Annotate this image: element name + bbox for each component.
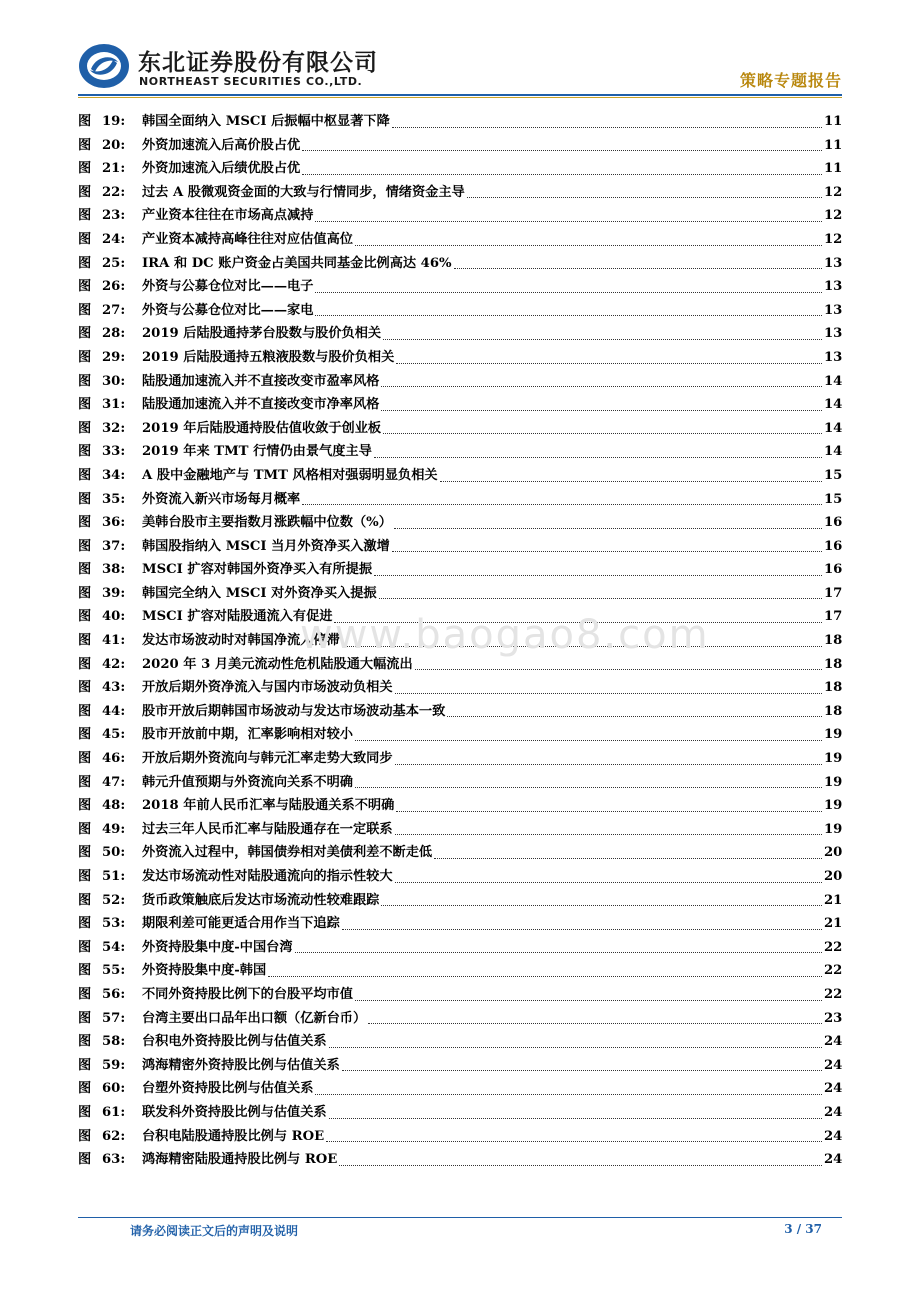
figure-title[interactable]: 韩国全面纳入 MSCI 后振幅中枢显著下降 — [142, 114, 390, 129]
figure-page-number[interactable]: 14 — [824, 397, 843, 413]
figure-number: 29: — [102, 349, 126, 365]
figure-page-number[interactable]: 14 — [824, 444, 843, 460]
header-divider-accent — [78, 97, 842, 98]
toc-entry[interactable] — [78, 558, 842, 582]
toc-entry[interactable] — [78, 511, 842, 535]
figure-page-number[interactable]: 15 — [824, 467, 843, 483]
toc-entry[interactable] — [78, 535, 842, 559]
company-name-en: NORTHEAST SECURITIES CO.,LTD. — [139, 75, 363, 88]
figure-page-number[interactable]: 14 — [824, 420, 843, 436]
figure-label: 图 — [78, 538, 92, 554]
figure-page-number[interactable]: 20 — [824, 869, 843, 884]
figure-title[interactable]: 外资加速流入后高价股占优 — [142, 137, 301, 153]
figure-label: 图 — [78, 255, 92, 271]
figure-title[interactable]: 2020 年 3 月美元流动性危机陆股通大幅流出 — [142, 656, 413, 672]
figure-page-number[interactable]: 19 — [824, 798, 843, 814]
figure-title[interactable]: 外资持股集中度-中国台湾 — [142, 939, 293, 955]
toc-entry[interactable] — [78, 889, 842, 913]
toc-entry[interactable] — [78, 865, 842, 889]
leader-dots — [381, 409, 822, 411]
watermark: www.baogao8.com — [300, 612, 710, 658]
figure-number: 28: — [102, 326, 126, 342]
figure-page-number[interactable]: 11 — [824, 161, 843, 177]
figure-number: 35: — [102, 491, 126, 507]
leader-dots — [447, 715, 822, 717]
figure-page-number[interactable]: 20 — [824, 845, 843, 861]
figure-page-number[interactable]: 22 — [824, 986, 843, 1002]
figure-label: 图 — [78, 1034, 92, 1050]
figure-title[interactable]: 2018 年前人民币汇率与陆股通关系不明确 — [142, 798, 395, 814]
toc-entry[interactable] — [78, 440, 842, 464]
figure-page-number[interactable]: 16 — [824, 538, 843, 554]
figure-page-number[interactable]: 13 — [824, 302, 843, 318]
figure-label: 图 — [78, 703, 92, 719]
figure-page-number[interactable]: 19 — [824, 821, 843, 837]
figure-number: 37: — [102, 538, 126, 554]
figure-title[interactable]: 开放后期外资净流入与国内市场波动负相关 — [142, 680, 393, 696]
toc-entry[interactable] — [78, 818, 842, 842]
figure-page-number[interactable]: 24 — [824, 1034, 843, 1050]
leader-dots — [395, 881, 822, 883]
figure-label: 图 — [78, 798, 92, 814]
figure-title[interactable]: 外资与公募仓位对比——家电 — [142, 302, 314, 318]
figure-label: 图 — [78, 397, 92, 413]
figure-title[interactable]: 外资与公募仓位对比——电子 — [142, 279, 314, 295]
toc-entry[interactable] — [78, 912, 842, 936]
figure-number: 39: — [102, 585, 126, 601]
leader-dots — [395, 763, 822, 765]
toc-entry[interactable] — [78, 582, 842, 606]
figure-number: 33: — [102, 444, 126, 460]
figure-title[interactable]: 不同外资持股比例下的台股平均市值 — [142, 986, 353, 1002]
leader-dots — [326, 1140, 822, 1142]
figure-label: 图 — [78, 562, 92, 578]
toc-entry[interactable] — [78, 700, 842, 724]
figure-label: 图 — [78, 302, 92, 318]
figure-label: 图 — [78, 916, 92, 932]
toc-entry[interactable] — [78, 204, 842, 228]
figure-number: 24: — [102, 231, 126, 247]
figure-label: 图 — [78, 208, 92, 224]
figure-number: 54: — [102, 939, 126, 955]
figure-title[interactable]: 2019 年来 TMT 行情仍由景气度主导 — [142, 444, 372, 460]
figure-label: 图 — [78, 680, 92, 696]
leader-dots — [467, 196, 822, 198]
figure-page-number[interactable]: 21 — [824, 892, 843, 908]
leader-dots — [454, 267, 822, 269]
toc-entry[interactable] — [78, 275, 842, 299]
figure-number: 46: — [102, 751, 126, 767]
toc-entry[interactable] — [78, 1007, 842, 1031]
figure-title[interactable]: 联发科外资持股比例与估值关系 — [142, 1104, 327, 1120]
figure-label: 图 — [78, 845, 92, 861]
leader-dots — [302, 173, 822, 175]
figure-page-number[interactable]: 24 — [824, 1081, 843, 1097]
figure-title[interactable]: 发达市场流动性对陆股通流向的指示性较大 — [142, 869, 393, 884]
figure-page-number[interactable]: 17 — [824, 609, 843, 625]
leader-dots — [302, 149, 822, 151]
figure-number: 45: — [102, 727, 126, 743]
leader-dots — [329, 1117, 822, 1119]
figure-label: 图 — [78, 986, 92, 1002]
toc-entry[interactable] — [78, 1030, 842, 1054]
figure-label: 图 — [78, 633, 92, 649]
figure-label: 图 — [78, 231, 92, 247]
toc-entry[interactable] — [78, 1125, 842, 1149]
toc-entry[interactable] — [78, 322, 842, 346]
figure-page-number[interactable]: 12 — [824, 208, 843, 224]
leader-dots — [342, 1069, 822, 1071]
figure-title[interactable]: 韩国完全纳入 MSCI 对外资净买入提振 — [142, 585, 377, 601]
figure-title[interactable]: 2019 年后陆股通持股估值收敛于创业板 — [142, 420, 382, 436]
figure-label: 图 — [78, 137, 92, 153]
figure-number: 56: — [102, 986, 126, 1002]
figure-page-number[interactable]: 13 — [824, 279, 843, 295]
leader-dots — [339, 1164, 822, 1166]
footer-divider — [78, 1217, 842, 1218]
figure-number: 19: — [102, 114, 126, 129]
figure-label: 图 — [78, 161, 92, 177]
toc-entry[interactable] — [78, 959, 842, 983]
figure-label: 图 — [78, 821, 92, 837]
figure-title[interactable]: MSCI 扩容对陆股通流入有促进 — [142, 609, 333, 625]
figure-title[interactable]: 2019 后陆股通持五粮液股数与股价负相关 — [142, 349, 395, 365]
footer-disclaimer: 请务必阅读正文后的声明及说明 — [130, 1224, 299, 1238]
figure-number: 44: — [102, 703, 126, 719]
figure-title[interactable]: 陆股通加速流入并不直接改变市净率风格 — [142, 397, 380, 413]
figure-page-number[interactable]: 12 — [824, 231, 843, 247]
leader-dots — [440, 480, 822, 482]
figure-title[interactable]: 产业资本往往在市场高点减持 — [142, 208, 314, 224]
leader-dots — [415, 668, 822, 670]
figure-label: 图 — [78, 1010, 92, 1026]
toc-entry[interactable] — [78, 393, 842, 417]
header-divider — [78, 94, 842, 96]
figure-page-number[interactable]: 13 — [824, 349, 843, 365]
figure-label: 图 — [78, 515, 92, 531]
leader-dots — [315, 291, 822, 293]
leader-dots — [434, 857, 822, 859]
figure-title[interactable]: IRA 和 DC 账户资金占美国共同基金比例高达 46% — [142, 255, 452, 271]
toc-entry[interactable] — [78, 417, 842, 441]
leader-dots — [381, 385, 822, 387]
figure-number: 47: — [102, 774, 126, 790]
figure-number: 36: — [102, 515, 126, 531]
company-logo-icon — [78, 42, 130, 90]
figure-page-number[interactable]: 12 — [824, 184, 843, 200]
figure-page-number[interactable]: 16 — [824, 562, 843, 578]
figure-title[interactable]: 开放后期外资流向与韩元汇率走势大致同步 — [142, 751, 393, 767]
figure-label: 图 — [78, 751, 92, 767]
figure-number: 60: — [102, 1081, 126, 1097]
figure-page-number[interactable]: 13 — [824, 326, 843, 342]
figure-number: 38: — [102, 562, 126, 578]
figure-number: 22: — [102, 184, 126, 200]
toc-entry[interactable] — [78, 464, 842, 488]
leader-dots — [395, 692, 822, 694]
leader-dots — [315, 314, 822, 316]
toc-entry[interactable] — [78, 1077, 842, 1101]
leader-dots — [396, 362, 822, 364]
figure-label: 图 — [78, 349, 92, 365]
figure-number: 30: — [102, 373, 126, 389]
figure-number: 31: — [102, 397, 126, 413]
toc-entry[interactable] — [78, 110, 842, 134]
figure-number: 52: — [102, 892, 126, 908]
figure-page-number[interactable]: 18 — [824, 633, 843, 649]
figure-page-number[interactable]: 24 — [824, 1152, 843, 1168]
figure-page-number[interactable]: 24 — [824, 1057, 843, 1073]
figure-title[interactable]: 货币政策触底后发达市场流动性较难跟踪 — [142, 892, 380, 908]
figure-label: 图 — [78, 1128, 92, 1144]
figure-label: 图 — [78, 585, 92, 601]
figure-number: 23: — [102, 208, 126, 224]
toc-entry[interactable] — [78, 181, 842, 205]
figure-label: 图 — [78, 727, 92, 743]
figure-label: 图 — [78, 774, 92, 790]
figure-label: 图 — [78, 963, 92, 979]
leader-dots — [355, 244, 822, 246]
figure-title[interactable]: 外资流入新兴市场每月概率 — [142, 491, 301, 507]
figure-label: 图 — [78, 491, 92, 507]
toc-entry[interactable] — [78, 134, 842, 158]
figure-label: 图 — [78, 184, 92, 200]
leader-dots — [315, 220, 822, 222]
leader-dots — [396, 810, 822, 812]
company-name-cn: 东北证券股份有限公司 — [138, 50, 378, 76]
figure-number: 43: — [102, 680, 126, 696]
toc-entry[interactable] — [78, 747, 842, 771]
figure-page-number[interactable]: 13 — [824, 255, 843, 271]
figure-number: 27: — [102, 302, 126, 318]
figure-number: 59: — [102, 1057, 126, 1073]
leader-dots — [383, 432, 822, 434]
leader-dots — [392, 550, 822, 552]
figure-page-number[interactable]: 22 — [824, 963, 843, 979]
toc-entry[interactable] — [78, 771, 842, 795]
figure-page-number[interactable]: 19 — [824, 774, 843, 790]
leader-dots — [268, 975, 822, 977]
toc-entry[interactable] — [78, 228, 842, 252]
figure-number: 48: — [102, 798, 126, 814]
leader-dots — [295, 951, 822, 953]
figure-number: 57: — [102, 1010, 126, 1026]
figure-label: 图 — [78, 326, 92, 342]
figure-title[interactable]: 产业资本减持高峰往往对应估值高位 — [142, 231, 353, 247]
figure-page-number[interactable]: 11 — [824, 137, 843, 153]
figure-page-number[interactable]: 16 — [824, 515, 843, 531]
toc-entry[interactable] — [78, 346, 842, 370]
figure-number: 26: — [102, 279, 126, 295]
figure-page-number[interactable]: 18 — [824, 680, 843, 696]
toc-entry[interactable] — [78, 1148, 842, 1172]
figure-title[interactable]: 外资持股集中度-韩国 — [142, 963, 267, 979]
figure-page-number[interactable]: 22 — [824, 939, 843, 955]
leader-dots — [368, 1022, 822, 1024]
figure-label: 图 — [78, 609, 92, 625]
toc-entry[interactable] — [78, 1101, 842, 1125]
figure-number: 49: — [102, 821, 126, 837]
figure-number: 40: — [102, 609, 126, 625]
figure-title[interactable]: 美韩台股市主要指数月涨跌幅中位数（%） — [142, 515, 392, 531]
figure-number: 55: — [102, 963, 126, 979]
figure-label: 图 — [78, 279, 92, 295]
toc-entry[interactable] — [78, 157, 842, 181]
figure-page-number[interactable]: 17 — [824, 585, 843, 601]
toc-entry[interactable] — [78, 841, 842, 865]
figure-number: 51: — [102, 869, 126, 884]
figure-label: 图 — [78, 939, 92, 955]
figure-page-number[interactable]: 18 — [824, 656, 843, 672]
leader-dots — [342, 928, 822, 930]
toc-entry[interactable] — [78, 252, 842, 276]
leader-dots — [315, 1093, 822, 1095]
figure-title[interactable]: 台积电陆股通持股比例与 ROE — [142, 1128, 325, 1144]
figure-title[interactable]: 外资流入过程中，韩国债券相对美债利差不断走低 — [142, 845, 433, 861]
leader-dots — [355, 739, 822, 741]
figure-label: 图 — [78, 114, 92, 129]
figure-number: 58: — [102, 1034, 126, 1050]
toc-entry[interactable] — [78, 1054, 842, 1078]
figure-page-number[interactable]: 15 — [824, 491, 843, 507]
toc-entry[interactable] — [78, 299, 842, 323]
report-type: 策略专题报告 — [739, 71, 842, 90]
figure-number: 62: — [102, 1128, 126, 1144]
figure-title[interactable]: 韩国股指纳入 MSCI 当月外资净买入激增 — [142, 538, 390, 554]
figure-title[interactable]: 2019 后陆股通持茅台股数与股价负相关 — [142, 326, 382, 342]
figure-number: 41: — [102, 633, 126, 649]
figure-title[interactable]: 台塑外资持股比例与估值关系 — [142, 1081, 314, 1097]
figure-page-number[interactable]: 11 — [824, 114, 843, 129]
toc-entry[interactable] — [78, 723, 842, 747]
figure-title[interactable]: 鸿海精密外资持股比例与估值关系 — [142, 1057, 340, 1073]
figure-title[interactable]: 发达市场波动时对韩国净流入停滞 — [142, 633, 340, 649]
leader-dots — [374, 574, 822, 576]
figure-title[interactable]: 台湾主要出口品年出口额（亿新台币） — [142, 1010, 367, 1026]
figure-page-number[interactable]: 18 — [824, 703, 843, 719]
leader-dots — [379, 597, 822, 599]
leader-dots — [395, 833, 822, 835]
figure-label: 图 — [78, 373, 92, 389]
figure-number: 53: — [102, 916, 126, 932]
figure-number: 25: — [102, 255, 126, 271]
figure-title[interactable]: 外资加速流入后绩优股占优 — [142, 161, 301, 177]
figure-page-number[interactable]: 14 — [824, 373, 843, 389]
figure-title[interactable]: 鸿海精密陆股通持股比例与 ROE — [142, 1152, 338, 1168]
figure-page-number[interactable]: 24 — [824, 1128, 843, 1144]
figure-label: 图 — [78, 1081, 92, 1097]
figure-title[interactable]: 陆股通加速流入并不直接改变市盈率风格 — [142, 373, 380, 389]
figure-title[interactable]: 股市开放前中期，汇率影响相对较小 — [142, 727, 353, 743]
figure-label: 图 — [78, 1057, 92, 1073]
page-number: 3 / 37 — [784, 1222, 822, 1236]
toc-entry[interactable] — [78, 936, 842, 960]
figure-label: 图 — [78, 444, 92, 460]
figure-label: 图 — [78, 467, 92, 483]
toc-entry[interactable] — [78, 983, 842, 1007]
figure-title[interactable]: 韩元升值预期与外资流向关系不明确 — [142, 774, 353, 790]
figure-page-number[interactable]: 19 — [824, 751, 843, 767]
leader-dots — [302, 503, 822, 505]
figure-number: 42: — [102, 656, 126, 672]
figure-title[interactable]: 过去 A 股微观资金面的大致与行情同步，情绪资金主导 — [142, 184, 465, 200]
toc-entry[interactable] — [78, 794, 842, 818]
leader-dots — [374, 456, 822, 458]
figure-title[interactable]: A 股中金融地产与 TMT 风格相对强弱明显负相关 — [142, 467, 438, 483]
figure-label: 图 — [78, 1104, 92, 1120]
figure-number: 21: — [102, 161, 126, 177]
figure-label: 图 — [78, 892, 92, 908]
leader-dots — [394, 527, 822, 529]
figure-label: 图 — [78, 420, 92, 436]
page-header — [78, 38, 842, 94]
figure-title[interactable]: 台积电外资持股比例与估值关系 — [142, 1034, 327, 1050]
figure-label: 图 — [78, 656, 92, 672]
figure-number: 34: — [102, 467, 126, 483]
leader-dots — [381, 904, 822, 906]
toc-entry[interactable] — [78, 676, 842, 700]
figure-label: 图 — [78, 869, 92, 884]
figure-number: 20: — [102, 137, 126, 153]
figure-number: 50: — [102, 845, 126, 861]
leader-dots — [329, 1046, 822, 1048]
figure-title[interactable]: 期限利差可能更适合用作当下追踪 — [142, 916, 340, 932]
leader-dots — [355, 999, 822, 1001]
leader-dots — [383, 338, 822, 340]
figure-label: 图 — [78, 1152, 92, 1168]
toc-entry[interactable] — [78, 488, 842, 512]
figure-number: 61: — [102, 1104, 126, 1120]
toc-entry[interactable] — [78, 370, 842, 394]
figure-number: 32: — [102, 420, 126, 436]
leader-dots — [355, 786, 822, 788]
figure-page-number[interactable]: 24 — [824, 1104, 843, 1120]
leader-dots — [392, 126, 822, 128]
figure-number: 63: — [102, 1152, 126, 1168]
figure-page-number[interactable]: 19 — [824, 727, 843, 743]
figure-page-number[interactable]: 23 — [824, 1010, 843, 1026]
figure-title[interactable]: 股市开放后期韩国市场波动与发达市场波动基本一致 — [142, 703, 446, 719]
figure-title[interactable]: 过去三年人民币汇率与陆股通存在一定联系 — [142, 821, 393, 837]
figure-page-number[interactable]: 21 — [824, 916, 843, 932]
figure-title[interactable]: MSCI 扩容对韩国外资净买入有所提振 — [142, 562, 373, 578]
